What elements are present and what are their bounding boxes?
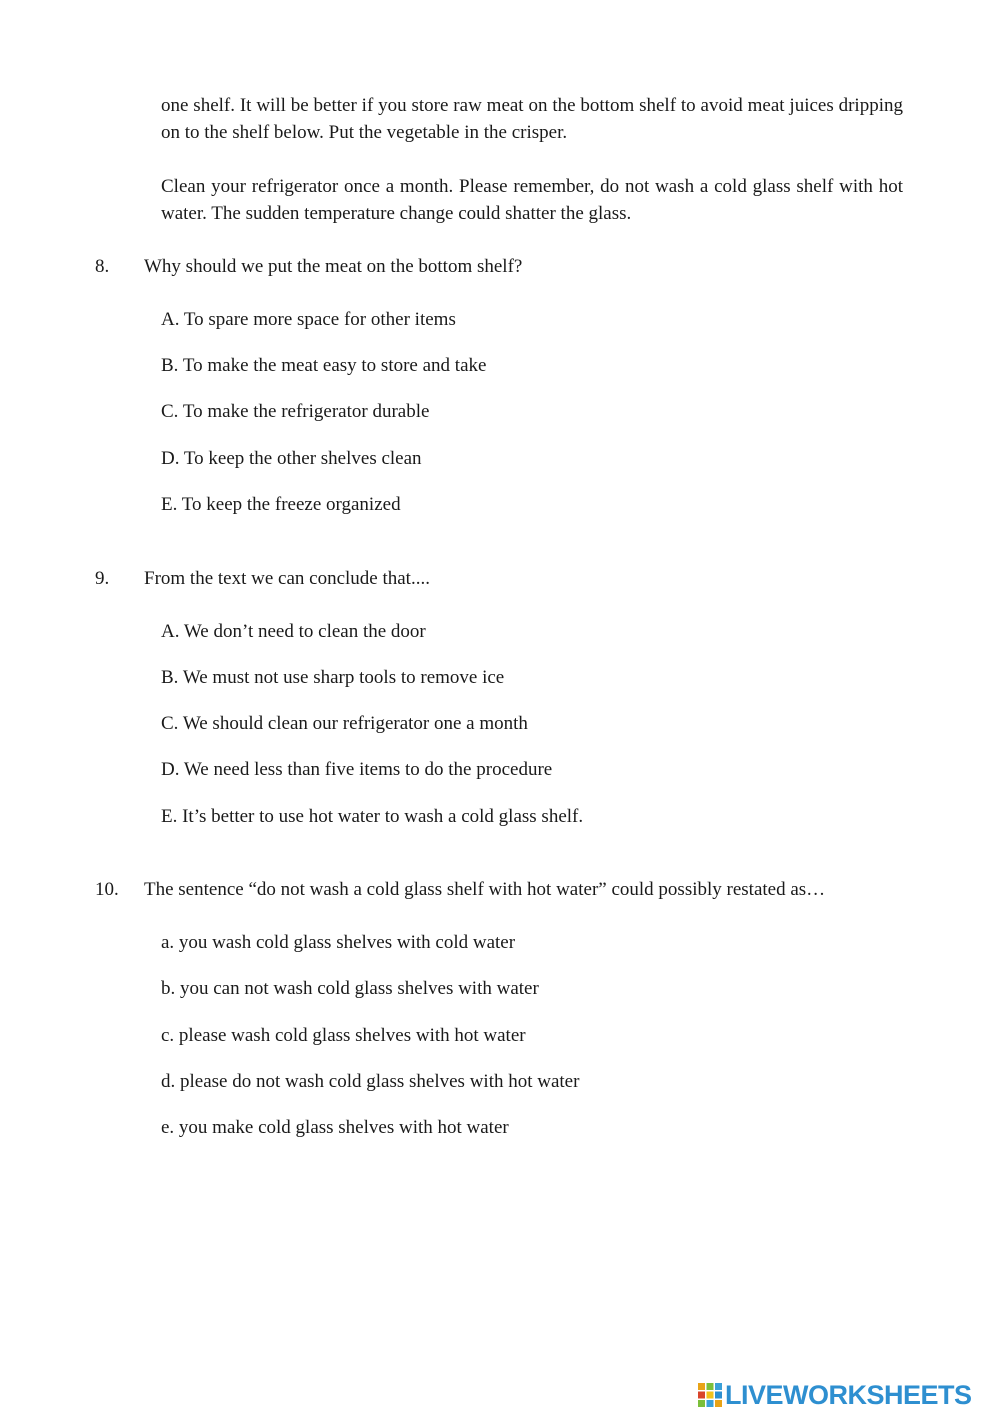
option-e: e. you make cold glass shelves with hot water [161, 1117, 509, 1138]
option-c: c. please wash cold glass shelves with hot water [161, 1025, 526, 1046]
option-b: B. We must not use sharp tools to remove ice [161, 667, 505, 688]
option-d: D. We need less than five items to do the procedure [161, 759, 553, 780]
option-d: d. please do not wash cold glass shelves with hot water [161, 1071, 580, 1092]
liveworksheets-logo-icon [697, 1382, 723, 1408]
option-c: C. We should clean our refrigerator one a month [161, 713, 528, 734]
option-b: B. To make the meat easy to store and take [161, 355, 487, 376]
question-number: 9. [95, 568, 110, 589]
liveworksheets-watermark [697, 1380, 972, 1410]
option-a: a. you wash cold glass shelves with cold water [161, 932, 516, 953]
passage-paragraph-2: Clean your refrigerator once a month. Please remember, do not wash a cold glass shelf with hot water. The sudden temperature change could shatter the glass. [161, 176, 903, 224]
question-text: From the text we can conclude that.... [144, 568, 430, 589]
option-c: C. To make the refrigerator durable [161, 401, 430, 422]
option-a: A. We don’t need to clean the door [161, 621, 426, 642]
question-text: The sentence “do not wash a cold glass shelf with hot water” could possibly restated as… [144, 879, 826, 900]
option-e: E. To keep the freeze organized [161, 494, 401, 515]
option-d: D. To keep the other shelves clean [161, 448, 422, 469]
question-number: 8. [95, 256, 110, 277]
question-text: Why should we put the meat on the bottom shelf? [144, 256, 523, 277]
option-a: A. To spare more space for other items [161, 309, 456, 330]
passage-paragraph-1: one shelf. It will be better if you store raw meat on the bottom shelf to avoid meat juices dripping on to the shelf below. Put the vegetable in the crisper. [161, 95, 903, 143]
option-b: b. you can not wash cold glass shelves with water [161, 978, 539, 999]
question-number: 10. [95, 879, 119, 900]
option-e: E. It’s better to use hot water to wash a cold glass shelf. [161, 806, 584, 827]
liveworksheets-wordmark: LIVEWORKSHEETS [725, 1380, 972, 1410]
